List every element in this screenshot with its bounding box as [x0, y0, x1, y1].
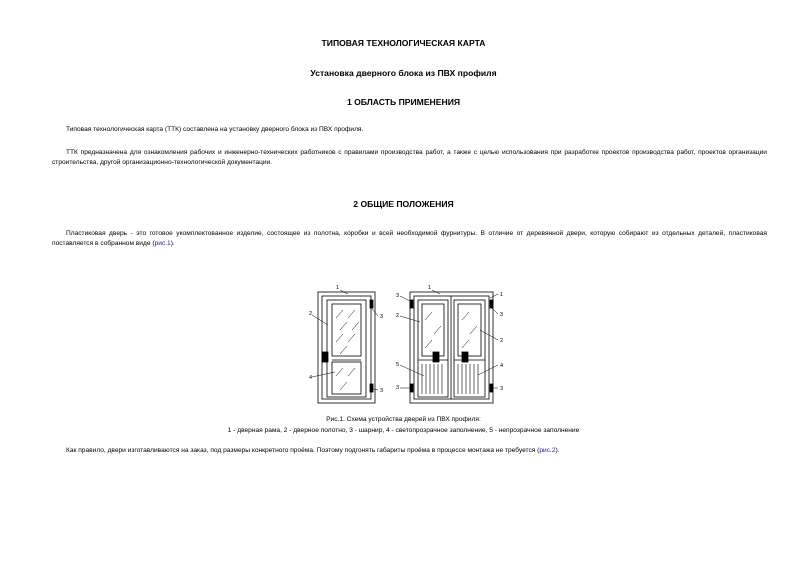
- double-door-drawing: [400, 290, 498, 403]
- section-2-paragraph-2: [52, 446, 767, 456]
- single-door-drawing: [312, 290, 378, 403]
- left-door-label-4: 4: [309, 375, 313, 381]
- left-door-label-1: 1: [336, 285, 340, 291]
- paragraph-text: Как правило, двери изготавливаются на заказ, под размеры конкретного проёма. Поэтому подгонять габариты проёма в процессе монтажа не требуется (: [66, 447, 540, 454]
- double-door-right-label-1: 1: [500, 292, 504, 298]
- paragraph-text-end: ).: [170, 240, 175, 247]
- double-door-right-label-4: 4: [500, 363, 504, 369]
- section-2-heading: 2 ОБЩИЕ ПОЛОЖЕНИЯ: [353, 199, 454, 209]
- double-door-left-label-3b: 3: [396, 385, 400, 391]
- document-title: ТИПОВАЯ ТЕХНОЛОГИЧЕСКАЯ КАРТА: [321, 38, 486, 48]
- section-1-paragraph-2: ТТК предназначена для ознакомления рабочих и инженерно-технических работников с правилами производства работ, а также с целью использования при разработке проектов производства работ, проектов организации строительства, другой организационно-технологической документации.: [52, 149, 767, 166]
- paragraph-text-end: ).: [555, 447, 560, 454]
- document-subtitle: Установка дверного блока из ПВХ профиля: [310, 68, 497, 78]
- figure-caption-title: Рис.1. Схема устройства дверей из ПВХ профиля:: [326, 416, 481, 423]
- section-1-paragraph-1: Типовая технологическая карта (ТТК) составлена на установку дверного блока из ПВХ профиля.: [66, 126, 364, 133]
- double-door-right-label-2: 2: [500, 338, 504, 344]
- double-door-label-top: 1: [428, 285, 432, 291]
- section-2-paragraph-1: [52, 229, 767, 249]
- door-scheme-figure: [0, 280, 807, 410]
- figure-1-link[interactable]: рис.1: [154, 240, 171, 247]
- left-door-label-2: 2: [309, 311, 313, 317]
- paragraph-text: Пластиковая дверь - это готовое укомплектованное изделие, состоящее из полотна, коробки и всей необходимой фурнитуры. В отличие от деревянной двери, которую собирают из отдельных деталей, пластиковая поставляется в собранном виде (: [52, 230, 767, 247]
- double-door-right-label-3b: 3: [500, 386, 504, 392]
- section-1-heading: 1 ОБЛАСТЬ ПРИМЕНЕНИЯ: [346, 97, 461, 107]
- double-door-left-label-2: 2: [396, 313, 400, 319]
- double-door-right-label-3: 3: [500, 312, 504, 318]
- double-door-left-label-3: 3: [396, 293, 400, 299]
- figure-2-link[interactable]: рис.2: [539, 447, 556, 454]
- figure-caption-legend: 1 - дверная рама, 2 - дверное полотно, 3 - шарнир, 4 - светопрозрачное заполнение, 5 - непрозрачное заполнение: [227, 427, 580, 434]
- left-door-label-3b: 3: [380, 388, 384, 394]
- double-door-left-label-5: 5: [396, 362, 400, 368]
- left-door-label-3: 3: [380, 314, 384, 320]
